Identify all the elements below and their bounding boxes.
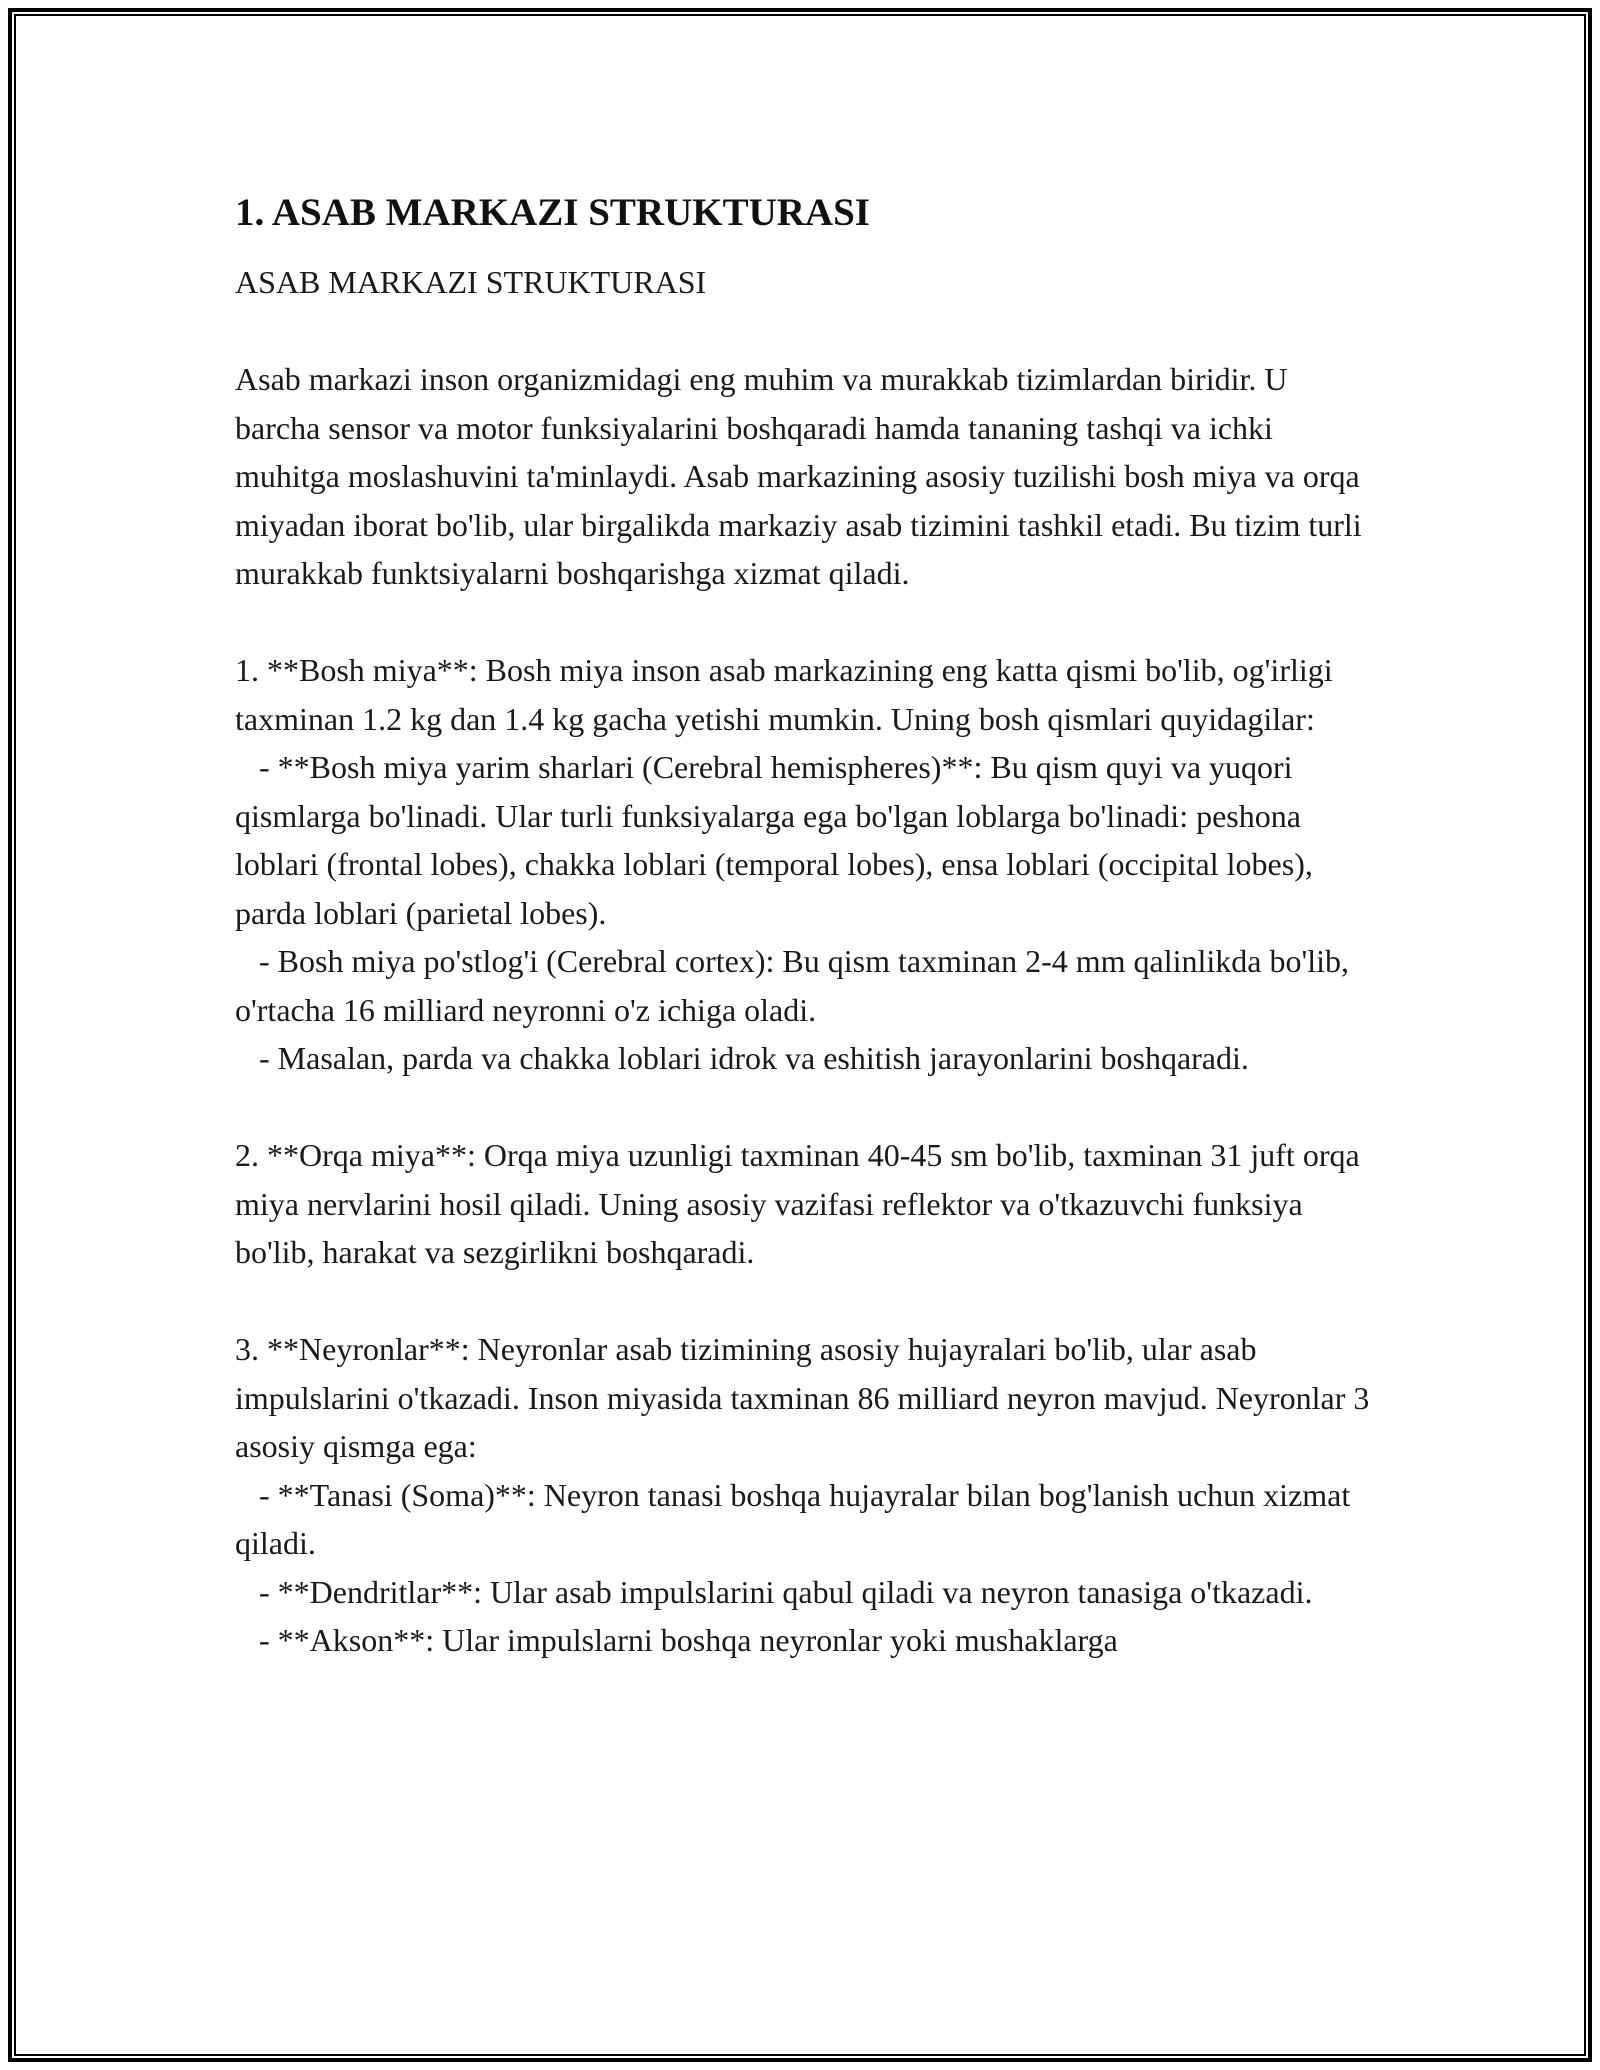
list-item: - Bosh miya po'stlog'i (Cerebral cortex): Bu qism taxminan 2-4 mm qalinlikda bo'lib, o'rtacha 16 milliard neyronni o'z ichiga oladi. xyxy=(235,943,1358,1028)
list-item: - Masalan, parda va chakka loblari idrok va eshitish jarayonlarini boshqaradi. xyxy=(235,1040,1249,1076)
paragraph-gap xyxy=(235,1277,1375,1326)
paragraph-gap xyxy=(235,1083,1375,1132)
section-bosh-miya xyxy=(235,646,1375,1083)
list-item: - **Bosh miya yarim sharlari (Cerebral hemispheres)**: Bu qism quyi va yuqori qismlarga bo'linadi. Ular turli funksiyalarga ega bo'lgan loblarga bo'linadi: peshona loblari (frontal lobes), chakka loblari (temporal lobes), ensa loblari (occipital lobes), parda loblari (parietal lobes). xyxy=(235,749,1321,931)
paragraph-gap xyxy=(235,598,1375,647)
document-subtitle: ASAB MARKAZI STRUKTURASI xyxy=(235,264,707,300)
page-title: 1. ASAB MARKAZI STRUKTURASI xyxy=(235,191,870,234)
intro-paragraph: Asab markazi inson organizmidagi eng muhim va murakkab tizimlardan biridir. U barcha sensor va motor funksiyalarini boshqaradi hamda tananing tashqi va ichki muhitga moslashuvini ta'minlaydi. Asab markazining asosiy tuzilishi bosh miya va orqa miyadan iborat bo'lib, ular birgalikda markaziy asab tizimini tashkil etadi. Bu tizim turli murakkab funktsiyalarni boshqarishga xizmat qiladi. xyxy=(235,361,1370,591)
section-neyronlar xyxy=(235,1325,1378,1665)
document-body xyxy=(235,186,1378,1665)
paragraph-gap xyxy=(235,307,1375,356)
list-item: - **Tanasi (Soma)**: Neyron tanasi boshqa hujayralar bilan bog'lanish uchun xizmat qiladi. xyxy=(235,1476,1359,1561)
list-item: - **Dendritlar**: Ular asab impulslarini qabul qiladi va neyron tanasiga o'tkazadi. xyxy=(235,1573,1313,1610)
section-heading: 1. **Bosh miya**: Bosh miya inson asab markazining eng katta qismi bo'lib, og'irligi taxminan 1.2 kg dan 1.4 kg gacha yetishi mumkin. Uning bosh qismlari quyidagilar: xyxy=(235,652,1341,737)
section-heading: 3. **Neyronlar**: Neyronlar asab tizimining asosiy hujayralari bo'lib, ular asab impulslarini o'tkazadi. Inson miyasida taxminan 86 milliard neyron mavjud. Neyronlar 3 asosiy qismga ega: xyxy=(235,1331,1378,1464)
section-heading: 2. **Orqa miya**: Orqa miya uzunligi taxminan 40-45 sm bo'lib, taxminan 31 juft orqa miya nervlarini hosil qiladi. Uning asosiy vazifasi reflektor va o'tkazuvchi funksiya bo'lib, harakat va sezgirlikni boshqaradi. xyxy=(235,1137,1368,1270)
list-item: - **Akson**: Ular impulslarni boshqa neyronlar yoki mushaklarga xyxy=(235,1622,1118,1658)
section-orqa-miya xyxy=(235,1131,1375,1277)
